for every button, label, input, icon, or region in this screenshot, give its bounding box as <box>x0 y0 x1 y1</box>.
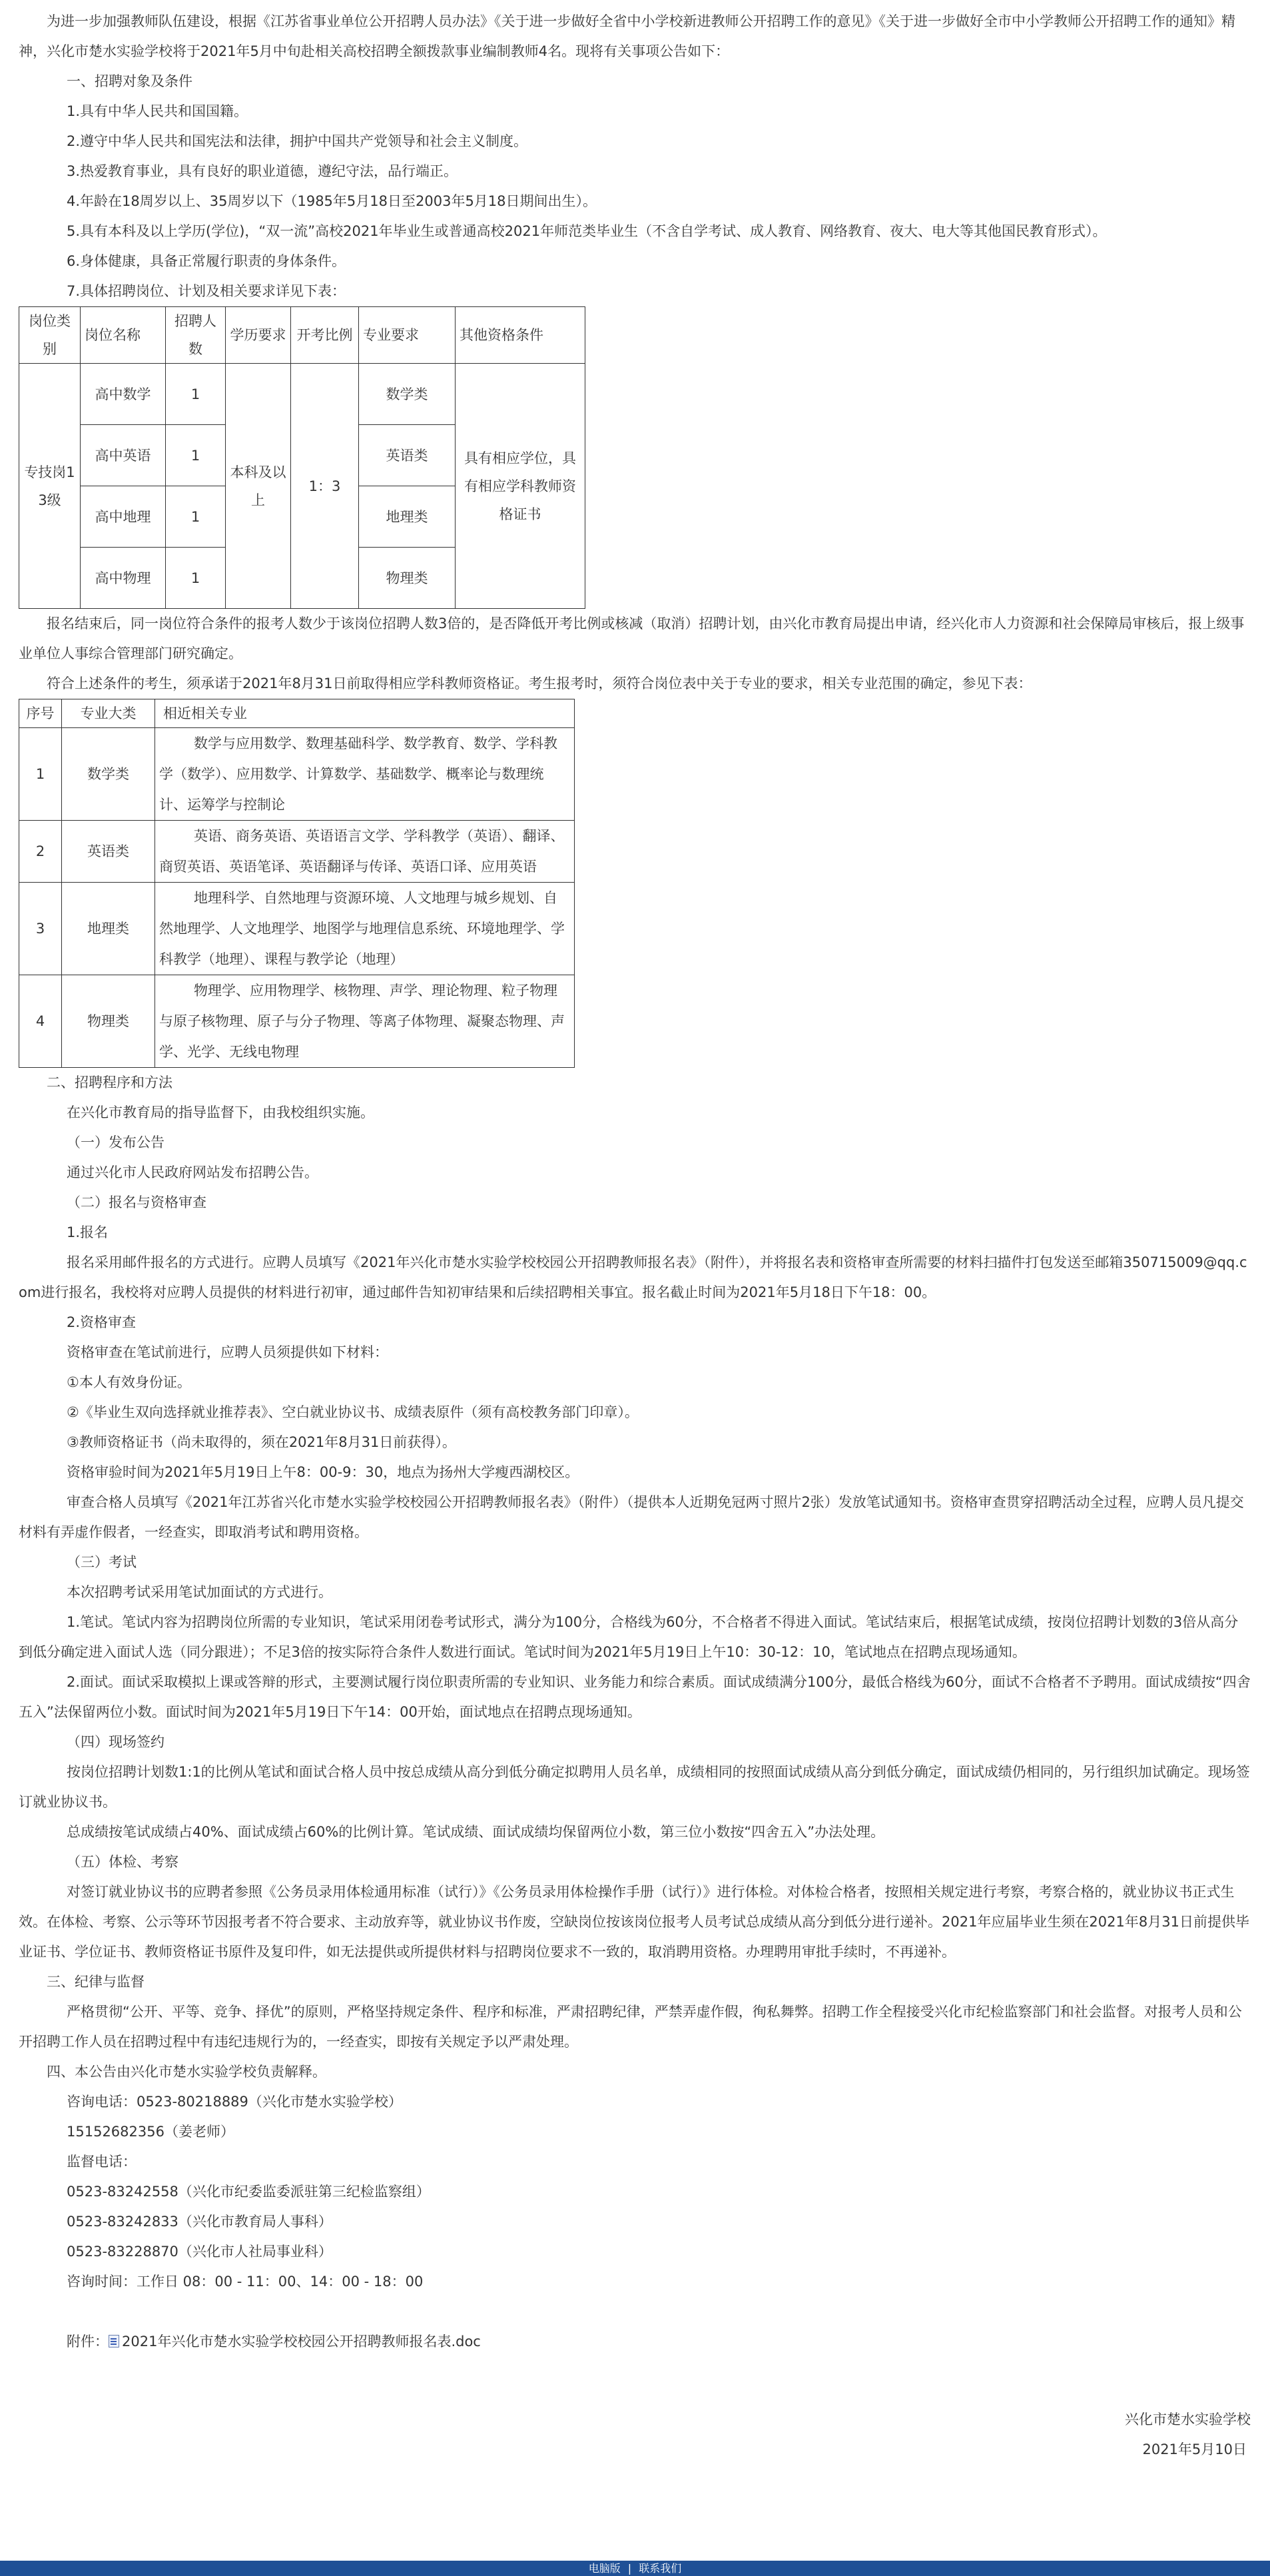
paragraph: 符合上述条件的考生，须承诺于2021年8月31日前取得相应学科教师资格证。考生报考时，须符合岗位表中关于专业的要求，相关专业范围的确定，参见下表： <box>47 675 1032 691</box>
position-category-cell: 专技岗13级 <box>19 364 81 609</box>
positions-table <box>19 306 585 609</box>
paragraph: 按岗位招聘计划数1:1的比例从笔试和面试合格人员中按总成绩从高分到低分确定拟聘用人员名单，成绩相同的按照面试成绩从高分到低分确定，面试成绩仍相同的，另行组织加试确定。现场签订就业协议书。 <box>19 1764 1250 1810</box>
supervise-title: 监督电话： <box>67 2154 137 2170</box>
position-count-cell: 1 <box>166 548 226 609</box>
subsection-title: （四）现场签约 <box>67 1734 164 1750</box>
footer-bar <box>0 2561 1270 2576</box>
table-header-cell: 岗位名称 <box>81 307 166 364</box>
list-item: ③教师资格证书（尚未取得的，须在2021年8月31日前获得）。 <box>67 1434 456 1450</box>
table-header-cell: 专业要求 <box>359 307 456 364</box>
major-category-cell: 物理类 <box>62 975 155 1068</box>
position-count-cell: 1 <box>166 425 226 486</box>
section-4-title: 四、本公告由兴化市楚水实验学校负责解释。 <box>47 2064 326 2080</box>
paragraph: 报名采用邮件报名的方式进行。应聘人员填写《2021年兴化市楚水实验学校校园公开招聘教师报名表》（附件），并将报名表和资格审查所需要的材料扫描件打包发送至邮箱350715009@qq.com进行报名，我校将对应聘人员提供的材料进行初审，通过邮件告知初审结果和后续招聘相关事宜。报名截止时间为2021年5月18日下午18：00。 <box>19 1254 1247 1300</box>
paragraph: 资格审验时间为2021年5月19日上午8：00-9：30，地点为扬州大学瘦西湖校区。 <box>67 1464 579 1480</box>
table-header-cell: 相近相关专业 <box>155 699 575 728</box>
position-name-cell: 高中英语 <box>81 425 166 486</box>
supervise-phone: 0523-83242558（兴化市纪委监委派驻第三纪检监察组） <box>67 2184 430 2200</box>
table-header-cell: 专业大类 <box>62 699 155 728</box>
paragraph: 1.笔试。笔试内容为招聘岗位所需的专业知识，笔试采用闭卷考试形式，满分为100分，合格线为60分，不合格者不得进入面试。笔试结束后，根据笔试成绩，按岗位招聘计划数的3倍从高分到低分确定进入面试人选（同分跟进）；不足3倍的按实际符合条件人数进行面试。笔试时间为2021年5月19日上午10：30-12：10，笔试地点在招聘点现场通知。 <box>19 1614 1239 1660</box>
paragraph: 通过兴化市人民政府网站发布招聘公告。 <box>67 1164 318 1180</box>
condition-item: 7.具体招聘岗位、计划及相关要求详见下表： <box>67 283 346 299</box>
table-header-cell: 招聘人数 <box>166 307 226 364</box>
table-row <box>19 364 585 425</box>
footer-link-contact[interactable]: 联系我们 <box>639 2562 682 2575</box>
condition-item: 2.遵守中华人民共和国宪法和法律，拥护中国共产党领导和社会主义制度。 <box>67 133 528 149</box>
attachment-row <box>19 2327 1251 2357</box>
position-count-cell: 1 <box>166 486 226 548</box>
paragraph: 本次招聘考试采用笔试加面试的方式进行。 <box>67 1584 332 1600</box>
table-header-cell: 序号 <box>19 699 62 728</box>
consult-phone: 咨询电话：0523-80218889（兴化市楚水实验学校） <box>67 2094 402 2110</box>
position-name-cell: 高中地理 <box>81 486 166 548</box>
subsection-title: （一）发布公告 <box>67 1134 164 1150</box>
table-header-cell: 学历要求 <box>226 307 291 364</box>
related-majors-cell: 英语、商务英语、英语语言文学、学科教学（英语）、翻译、商贸英语、英语笔译、英语翻译与传译、英语口译、应用英语 <box>155 821 575 883</box>
row-number-cell: 1 <box>19 728 62 821</box>
table-header-cell: 其他资格条件 <box>456 307 585 364</box>
paragraph: 报名结束后，同一岗位符合条件的报考人数少于该岗位招聘人数3倍的，是否降低开考比例或核减（取消）招聘计划，由兴化市教育局提出申请，经兴化市人力资源和社会保障局审核后，报上级事业单位人事综合管理部门研究确定。 <box>19 616 1245 661</box>
consult-phone: 15152682356（姜老师） <box>67 2124 234 2140</box>
major-category-cell: 地理类 <box>62 883 155 975</box>
consult-hours: 咨询时间：工作日 08：00 - 11：00、14：00 - 18：00 <box>67 2274 424 2290</box>
supervise-phone: 0523-83228870（兴化市人社局事业科） <box>67 2244 332 2260</box>
signature-date: 2021年5月10日 <box>1142 2441 1247 2457</box>
table-row <box>19 975 575 1068</box>
paragraph: 2.面试。面试采取模拟上课或答辩的形式，主要测试履行岗位职责所需的专业知识、业务能力和综合素质。面试成绩满分100分，最低合格线为60分，面试不合格者不予聘用。面试成绩按“四舍五入”法保留两位小数。面试时间为2021年5月19日下午14：00开始，面试地点在招聘点现场通知。 <box>19 1674 1251 1720</box>
article-body <box>19 7 1251 2465</box>
row-number-cell: 4 <box>19 975 62 1068</box>
other-qualification-cell: 具有相应学位，具有相应学科教师资格证书 <box>456 364 585 609</box>
condition-item: 5.具有本科及以上学历(学位)，“双一流”高校2021年毕业生或普通高校2021年师范类毕业生（不含自学考试、成人教育、网络教育、夜大、电大等其他国民教育形式）。 <box>67 223 1107 239</box>
table-header-row <box>19 307 585 364</box>
major-category-cell: 英语类 <box>62 821 155 883</box>
condition-item: 6.身体健康，具备正常履行职责的身体条件。 <box>67 253 346 269</box>
table-row <box>19 821 575 883</box>
table-row <box>19 728 575 821</box>
row-number-cell: 3 <box>19 883 62 975</box>
footer-separator: | <box>627 2562 632 2575</box>
condition-item: 4.年龄在18周岁以上、35周岁以下（1985年5月18日至2003年5月18日期间出生）。 <box>67 193 597 209</box>
supervise-phone: 0523-83242833（兴化市教育局人事科） <box>67 2214 332 2230</box>
table-row <box>19 883 575 975</box>
paragraph: 1.报名 <box>67 1224 109 1240</box>
paragraph: 严格贯彻“公开、平等、竞争、择优”的原则，严格坚持规定条件、程序和标准，严肃招聘纪律，严禁弄虚作假，徇私舞弊。招聘工作全程接受兴化市纪检监察部门和社会监督。对报考人员和公开招聘工作人员在招聘过程中有违纪违规行为的，一经查实，即按有关规定予以严肃处理。 <box>19 2004 1242 2050</box>
majors-table <box>19 699 575 1068</box>
ratio-cell: 1：3 <box>291 364 359 609</box>
position-name-cell: 高中物理 <box>81 548 166 609</box>
paragraph: 资格审查在笔试前进行，应聘人员须提供如下材料： <box>67 1344 388 1360</box>
paragraph: 总成绩按笔试成绩占40%、面试成绩占60%的比例计算。笔试成绩、面试成绩均保留两位小数，第三位小数按“四舍五入”办法处理。 <box>67 1824 885 1840</box>
major-category-cell: 数学类 <box>62 728 155 821</box>
condition-item: 3.热爱教育事业，具有良好的职业道德，遵纪守法，品行端正。 <box>67 163 458 179</box>
attachment-label: 附件： <box>67 2334 109 2350</box>
related-majors-cell: 地理科学、自然地理与资源环境、人文地理与城乡规划、自然地理学、人文地理学、地图学与地理信息系统、环境地理学、学科教学（地理）、课程与教学论（地理） <box>155 883 575 975</box>
table-header-cell: 开考比例 <box>291 307 359 364</box>
major-cell: 地理类 <box>359 486 456 548</box>
footer-link-desktop[interactable]: 电脑版 <box>588 2562 621 2575</box>
attachment-link[interactable]: 2021年兴化市楚水实验学校校园公开招聘教师报名表.doc <box>122 2334 481 2350</box>
related-majors-cell: 数学与应用数学、数理基础科学、数学教育、数学、学科教学（数学）、应用数学、计算数学、基础数学、概率论与数理统计、运筹学与控制论 <box>155 728 575 821</box>
section-2-title: 二、招聘程序和方法 <box>47 1074 172 1090</box>
table-header-row <box>19 699 575 728</box>
subsection-title: （五）体检、考察 <box>67 1854 178 1870</box>
subsection-title: （三）考试 <box>67 1554 137 1570</box>
major-cell: 英语类 <box>359 425 456 486</box>
list-item: ②《毕业生双向选择就业推荐表》、空白就业协议书、成绩表原件（须有高校教务部门印章）。 <box>67 1404 639 1420</box>
list-item: ①本人有效身份证。 <box>67 1374 191 1390</box>
position-count-cell: 1 <box>166 364 226 425</box>
position-name-cell: 高中数学 <box>81 364 166 425</box>
section-1-title: 一、招聘对象及条件 <box>67 73 192 89</box>
paragraph: 审查合格人员填写《2021年江苏省兴化市楚水实验学校校园公开招聘教师报名表》（附件）（提供本人近期免冠两寸照片2张）发放笔试通知书。资格审查贯穿招聘活动全过程，应聘人员凡提交材料有弄虚作假者，一经查实，即取消考试和聘用资格。 <box>19 1494 1244 1540</box>
paragraph: 2.资格审查 <box>67 1314 137 1330</box>
intro-paragraph: 为进一步加强教师队伍建设，根据《江苏省事业单位公开招聘人员办法》《关于进一步做好全省中小学校新进教师公开招聘工作的意见》《关于进一步做好全市中小学教师公开招聘工作的通知》精神，兴化市楚水实验学校将于2021年5月中旬赴相关高校招聘全额拨款事业编制教师4名。现将有关事项公告如下： <box>19 13 1235 59</box>
related-majors-cell: 物理学、应用物理学、核物理、声学、理论物理、粒子物理与原子核物理、原子与分子物理、等离子体物理、凝聚态物理、声学、光学、无线电物理 <box>155 975 575 1068</box>
major-cell: 数学类 <box>359 364 456 425</box>
signature-org: 兴化市楚水实验学校 <box>1125 2411 1251 2427</box>
doc-file-icon <box>109 2335 119 2348</box>
paragraph: 在兴化市教育局的指导监督下，由我校组织实施。 <box>67 1104 374 1120</box>
education-cell: 本科及以上 <box>226 364 291 609</box>
section-3-title: 三、纪律与监督 <box>47 1974 145 1990</box>
paragraph: 对签订就业协议书的应聘者参照《公务员录用体检通用标准（试行）》《公务员录用体检操作手册（试行）》进行体检。对体检合格者，按照相关规定进行考察，考察合格的，就业协议书正式生效。在体检、考察、公示等环节因报考者不符合要求、主动放弃等，就业协议书作废，空缺岗位按该岗位报考人员考试总成绩从高分到低分进行递补。2021年应届毕业生须在2021年8月31日前提供毕业证书、学位证书、教师资格证书原件及复印件，如无法提供或所提供材料与招聘岗位要求不一致的，取消聘用资格。办理聘用审批手续时，不再递补。 <box>19 1884 1249 1960</box>
table-header-cell: 岗位类别 <box>19 307 81 364</box>
condition-item: 1.具有中华人民共和国国籍。 <box>67 103 248 119</box>
major-cell: 物理类 <box>359 548 456 609</box>
row-number-cell: 2 <box>19 821 62 883</box>
subsection-title: （二）报名与资格审查 <box>67 1194 206 1210</box>
